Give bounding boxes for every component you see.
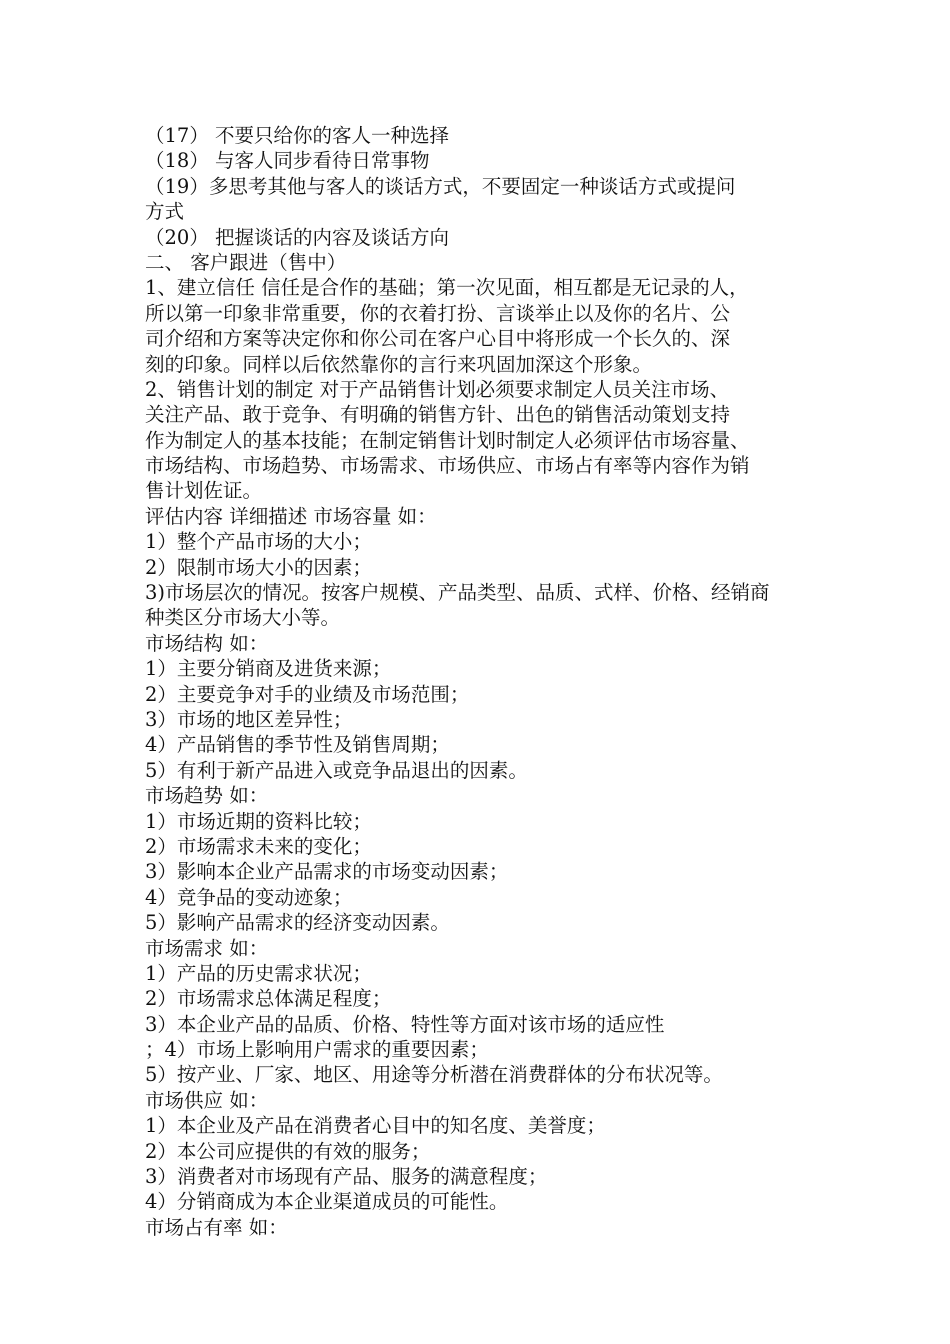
text-line: （17） 不要只给你的客人一种选择 [145, 124, 450, 147]
text-line: 售计划佐证。 [145, 479, 263, 503]
list-item: 2）市场需求总体满足程度； [145, 987, 392, 1011]
list-item: 2）限制市场大小的因素； [145, 555, 372, 579]
text-line: 关注产品、敢于竞争、有明确的销售方针、出色的销售活动策划支持 [145, 403, 731, 427]
text-line: 方式 [145, 200, 185, 224]
text-line: （20） 把握谈话的内容及谈话方向 [145, 225, 450, 249]
text-line: 1、建立信任 信任是合作的基础；第一次见面，相互都是无记录的人， [145, 276, 749, 300]
list-item: ；4）市场上影响用户需求的重要因素； [145, 1038, 489, 1062]
text-line: 2、销售计划的制定 对于产品销售计划必须要求制定人员关注市场、 [145, 377, 730, 401]
list-item: 4）分销商成为本企业渠道成员的可能性。 [145, 1190, 509, 1214]
list-item: 3)市场层次的情况。按客户规模、产品类型、品质、式样、价格、经销商 [145, 581, 770, 605]
list-item: 1）产品的历史需求状况； [145, 961, 372, 985]
text-line: 评估内容 详细描述 市场容量 如： [145, 504, 437, 528]
list-item: 4）竞争品的变动迹象； [145, 885, 353, 909]
list-item: 1）本企业及产品在消费者心目中的知名度、美誉度； [145, 1114, 606, 1138]
text-line: 市场结构、市场趋势、市场需求、市场供应、市场占有率等内容作为销 [145, 454, 750, 478]
list-item: 2）主要竞争对手的业绩及市场范围； [145, 682, 470, 706]
section-heading: 二、 客户跟进（售中） [145, 250, 347, 274]
list-item: 3）影响本企业产品需求的市场变动因素； [145, 860, 509, 884]
list-item: 1）市场近期的资料比较； [145, 809, 372, 833]
subheading: 市场占有率 如： [145, 1215, 288, 1239]
document-body [145, 123, 825, 1240]
subheading: 市场结构 如： [145, 631, 269, 655]
text-line: 种类区分市场大小等。 [145, 606, 341, 630]
text-line: 作为制定人的基本技能；在制定销售计划时制定人必须评估市场容量、 [145, 428, 750, 452]
text-line: 司介绍和方案等决定你和你公司在客户心目中将形成一个长久的、深 [145, 327, 731, 351]
text-line: 刻的印象。同样以后依然靠你的言行来巩固加深这个形象。 [145, 352, 653, 376]
text-line: 所以第一印象非常重要，你的衣着打扮、言谈举止以及你的名片、公 [145, 301, 731, 325]
list-item: 3）市场的地区差异性； [145, 707, 353, 731]
list-item: 5）影响产品需求的经济变动因素。 [145, 911, 450, 935]
list-item: 3）消费者对市场现有产品、服务的满意程度； [145, 1165, 548, 1189]
list-item: 2）市场需求未来的变化； [145, 834, 372, 858]
text-line: （18） 与客人同步看待日常事物 [145, 149, 430, 173]
list-item: 5）按产业、厂家、地区、用途等分析潜在消费群体的分布状况等。 [145, 1063, 723, 1087]
text-line: （19）多思考其他与客人的谈话方式，不要固定一种谈话方式或提问 [145, 174, 736, 198]
list-item: 1）主要分销商及进货来源； [145, 657, 392, 681]
list-item: 2）本公司应提供的有效的服务； [145, 1139, 431, 1163]
list-item: 1）整个产品市场的大小； [145, 530, 372, 554]
subheading: 市场需求 如： [145, 936, 269, 960]
list-item: 3）本企业产品的品质、价格、特性等方面对该市场的适应性 [145, 1012, 665, 1036]
list-item: 4）产品销售的季节性及销售周期； [145, 733, 450, 757]
subheading: 市场供应 如： [145, 1088, 269, 1112]
subheading: 市场趋势 如： [145, 784, 269, 808]
list-item: 5）有利于新产品进入或竞争品退出的因素。 [145, 758, 528, 782]
